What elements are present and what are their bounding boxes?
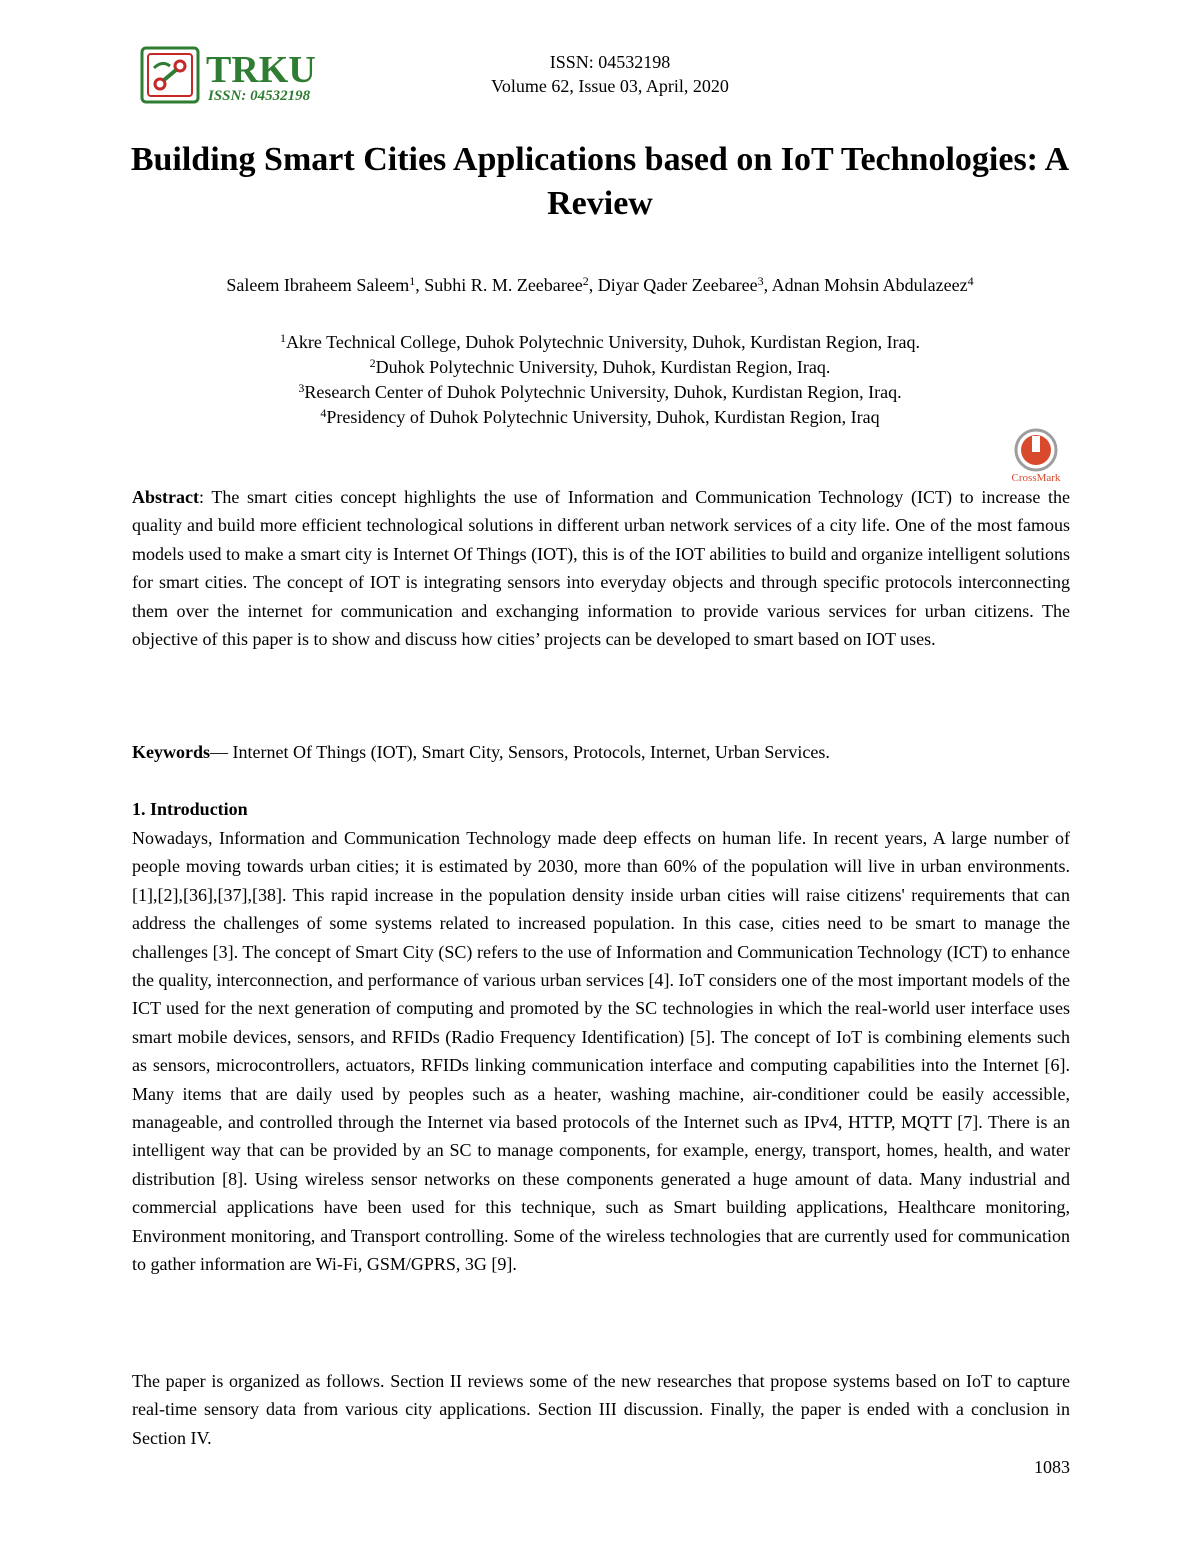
affiliation-superscript: 2 xyxy=(369,356,376,370)
crossmark-icon[interactable] xyxy=(1003,428,1069,484)
author-name: Adnan Mohsin Abdulazeez xyxy=(771,275,968,295)
body-paragraph: The paper is organized as follows. Section II reviews some of the new researches that propose systems based on IoT to capture real-time sensory data from various city applications. Section III discussion. Finally, the paper is ended with a conclusion in Section IV. xyxy=(132,1371,1070,1448)
abstract-label: Abstract xyxy=(132,487,199,507)
affiliation-text: Presidency of Duhok Polytechnic University, Duhok, Kurdistan Region, Iraq xyxy=(326,407,880,427)
paper-title: Building Smart Cities Applications based on IoT Technologies: A Review xyxy=(130,141,1070,222)
affiliation-superscript: 3 xyxy=(298,381,305,395)
keywords-label: Keywords xyxy=(132,742,210,762)
keywords-paragraph xyxy=(132,738,1070,766)
keywords-text: — Internet Of Things (IOT), Smart City, Sensors, Protocols, Internet, Urban Services. xyxy=(210,742,830,762)
journal-logo xyxy=(140,46,362,104)
author-name: Subhi R. M. Zeebaree xyxy=(424,275,583,295)
body-paragraph: Nowadays, Information and Communication Technology made deep effects on human life. In recent years, A large number of people moving towards urban cities; it is estimated by 2030, more than 60% of the population will live in urban environments. [1],[2],[36],[37],[38]. This rapid increase in the population density inside urban cities will raise citizens' requirements that can address the challenges of some systems related to increased population. In this case, cities need to be smart to manage the challenges [3]. The concept of Smart City (SC) refers to the use of Information and Communication Technology (ICT) to enhance the quality, interconnection, and performance of various urban services [4]. IoT considers one of the most important models of the ICT used for the next generation of computing and promoted by the SC technologies in which the real-world user interface uses smart mobile devices, sensors, and RFIDs (Radio Frequency Identification) [5]. The concept of IoT is combining elements such as sensors, microcontrollers, actuators, RFIDs linking communication interface and computing capabilities into the Internet [6]. Many items that are daily used by peoples such as a heater, washing machine, air-conditioner could be easily accessible, manageable, and controlled through the Internet via based protocols of the Internet such as IPv4, HTTP, MQTT [7]. There is an intelligent way that can be provided by an SC to manage components, for example, energy, transport, homes, health, and water distribution [8]. Using wireless sensor networks on these components generated a huge amount of data. Many industrial and commercial applications have been used for this technique, such as Smart building applications, Healthcare monitoring, Environment monitoring, and Transport controlling. Some of the wireless technologies that are currently used for communication to gather information are Wi-Fi, GSM/GPRS, 3G [9]. xyxy=(132,828,1070,1275)
journal-header xyxy=(440,50,780,98)
crossmark-label: CrossMark xyxy=(1011,472,1061,484)
affiliation-text: Akre Technical College, Duhok Polytechnic University, Duhok, Kurdistan Region, Iraq. xyxy=(285,332,921,352)
affiliation-line xyxy=(100,405,1100,430)
issn-text: ISSN: 04532198 xyxy=(549,52,671,72)
abstract-paragraph xyxy=(132,483,1070,653)
logo-issn: ISSN: 04532198 xyxy=(208,88,311,104)
abstract-text: : The smart cities concept highlights the use of Information and Communication Technology (ICT) to increase the quality and build more efficient technological solutions in different urban network services of a city life. One of the most famous models used to make a smart city is Internet Of Things (IOT), this is of the IOT abilities to build and organize intelligent solutions for smart cities. The concept of IOT is integrating sensors into everyday objects and through specific protocols interconnecting them over the internet for communication and exchanging information to provide various services for urban citizens. The objective of this paper is to show and discuss how cities’ projects can be developed to smart based on IOT uses. xyxy=(132,487,1070,650)
author-superscript: 3 xyxy=(757,274,764,288)
author-name: Diyar Qader Zeebaree xyxy=(597,275,758,295)
affiliation-line xyxy=(100,330,1100,355)
affiliation-line xyxy=(100,355,1100,380)
page-number: 1083 xyxy=(1034,1457,1070,1477)
affiliation-superscript: 4 xyxy=(320,406,327,420)
author-name: Saleem Ibraheem Saleem xyxy=(226,275,410,295)
section-heading: 1. Introduction xyxy=(132,799,248,819)
affiliation-text: Research Center of Duhok Polytechnic University, Duhok, Kurdistan Region, Iraq. xyxy=(304,382,902,402)
affiliation-list xyxy=(100,330,1100,430)
author-superscript: 1 xyxy=(409,274,416,288)
author-superscript: 2 xyxy=(582,274,589,288)
affiliation-text: Duhok Polytechnic University, Duhok, Kurdistan Region, Iraq. xyxy=(375,357,831,377)
volume-text: Volume 62, Issue 03, April, 2020 xyxy=(491,76,729,96)
affiliation-superscript: 1 xyxy=(279,331,286,345)
affiliation-line xyxy=(100,380,1100,405)
author-superscript: 4 xyxy=(967,274,974,288)
author-list: Saleem Ibraheem Saleem$^1$, Subhi R. M. Zeebaree$^2$, Diyar Qader Zeebaree$^3$, Adnan Mohsin Abdulazeez$^4$ xyxy=(226,274,974,295)
logo-text: TRKU xyxy=(206,49,316,91)
